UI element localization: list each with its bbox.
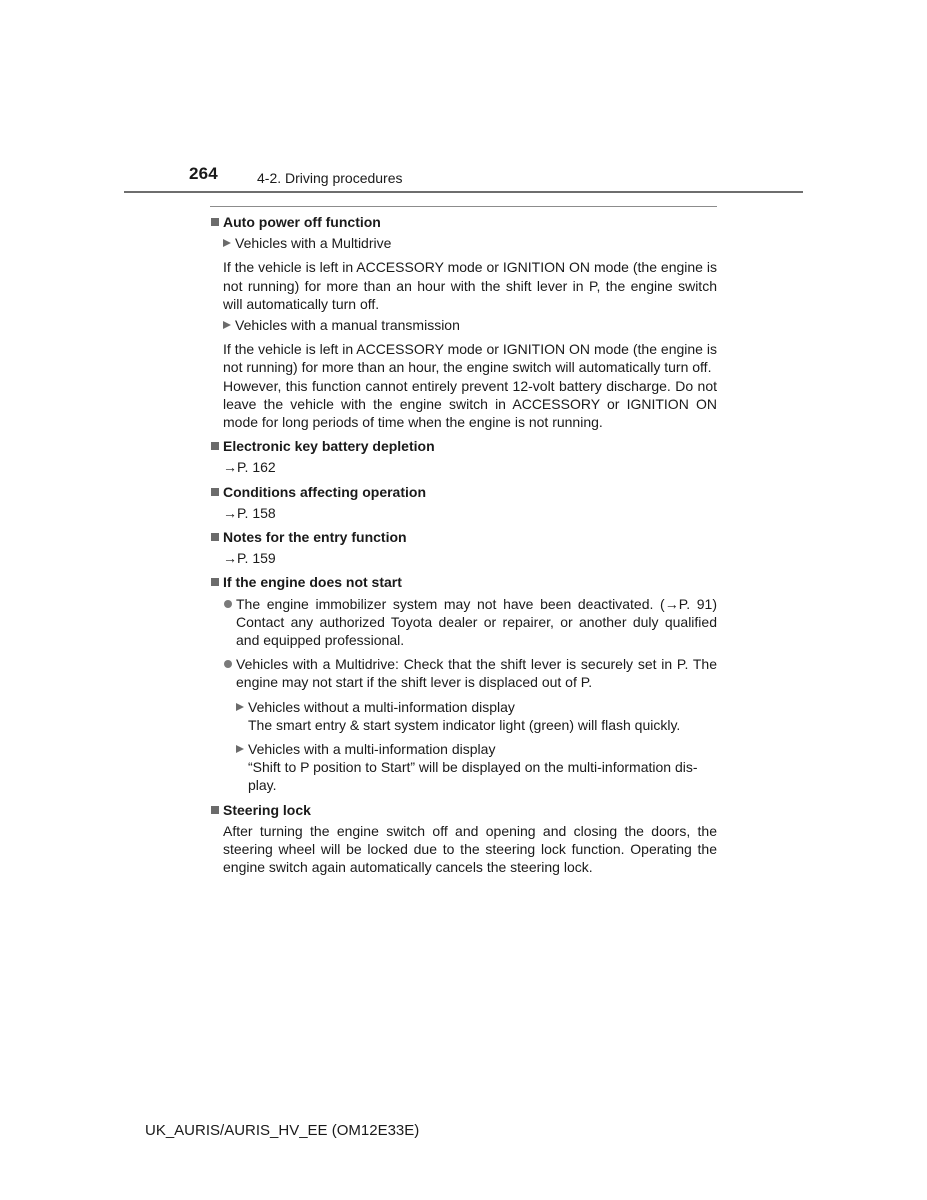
page-reference: →P. 158 (223, 504, 276, 521)
triangle-bullet-icon (236, 745, 244, 753)
square-bullet-icon (211, 578, 219, 586)
sub-item-text: The smart entry & start system indicator light (green) will flash quickly. (248, 716, 681, 733)
triangle-bullet-icon (223, 321, 231, 329)
sub-item-label: Vehicles with a Multidrive (235, 235, 392, 252)
heading-conditions (210, 483, 717, 501)
paragraph-however: However, this function cannot entirely prevent 12-volt battery discharge. Do not leave the vehicle with the engine switch in ACCESSORY or IGNITION ON mode for long periods of time when the engine is not running. (223, 377, 717, 431)
square-bullet-icon (211, 218, 219, 226)
heading-text: Auto power off function (223, 214, 381, 230)
sub-item-with-display (236, 740, 717, 795)
page-content (210, 206, 717, 877)
triangle-bullet-icon (236, 703, 244, 711)
triangle-bullet-icon (223, 239, 231, 247)
heading-entry-notes (210, 528, 717, 546)
sub-item-label: Vehicles without a multi-information display (248, 698, 515, 715)
square-bullet-icon (211, 488, 219, 496)
paragraph-multidrive: If the vehicle is left in ACCESSORY mode or IGNITION ON mode (the engine is not running) for more than an hour with the shift lever in P, the engine switch will automatically turn off. (223, 259, 717, 312)
bullet-text: The engine immobilizer system may not have been deactivated. (→P. 91) Contact any authorized Toyota dealer or repairer, or another duly qualified and equipped professional. (236, 595, 717, 649)
heading-steering-lock (210, 801, 717, 819)
heading-key-battery (210, 437, 717, 455)
page-reference: →P. 159 (223, 550, 276, 567)
bullet-immobilizer (223, 595, 717, 650)
sub-item-manual (223, 316, 717, 334)
content-divider (210, 206, 717, 207)
heading-engine-not-start (210, 573, 717, 591)
square-bullet-icon (211, 806, 219, 814)
heading-text: Electronic key battery depletion (223, 438, 435, 455)
section-title: 4-2. Driving procedures (257, 170, 403, 186)
dot-bullet-icon (224, 600, 232, 608)
sub-item-text: “Shift to P position to Start” will be displayed on the multi-information dis-play. (248, 759, 698, 794)
heading-text: Conditions affecting operation (223, 483, 426, 500)
page-number: 264 (189, 164, 218, 183)
footer-code: UK_AURIS/AURIS_HV_EE (OM12E33E) (145, 1122, 420, 1139)
header-divider (124, 191, 803, 193)
heading-text: Notes for the entry function (223, 529, 407, 546)
paragraph-manual: If the vehicle is left in ACCESSORY mode or IGNITION ON mode (the engine is not running) for more than an hour, the engine switch will automatically turn off. (223, 341, 717, 376)
sub-item-label: Vehicles with a manual transmission (235, 317, 460, 334)
sub-item-no-display (236, 698, 717, 734)
sub-item-label: Vehicles with a multi-information display (248, 741, 496, 758)
bullet-text: Vehicles with a Multidrive: Check that the shift lever is securely set in P. The engine may not start if the shift lever is displaced out of P. (236, 656, 717, 691)
heading-auto-power-off (210, 213, 717, 231)
heading-text: If the engine does not start (223, 574, 402, 591)
paragraph-steering-lock: After turning the engine switch off and opening and closing the doors, the steering wheel will be locked due to the steering lock function. Operating the engine switch again automatically cancels the steering lock. (223, 822, 717, 876)
square-bullet-icon (211, 442, 219, 450)
square-bullet-icon (211, 533, 219, 541)
sub-item-multidrive (223, 234, 717, 252)
dot-bullet-icon (224, 660, 232, 668)
heading-text: Steering lock (223, 801, 311, 818)
bullet-multidrive-check (223, 655, 717, 691)
page-reference: →P. 162 (223, 459, 276, 476)
